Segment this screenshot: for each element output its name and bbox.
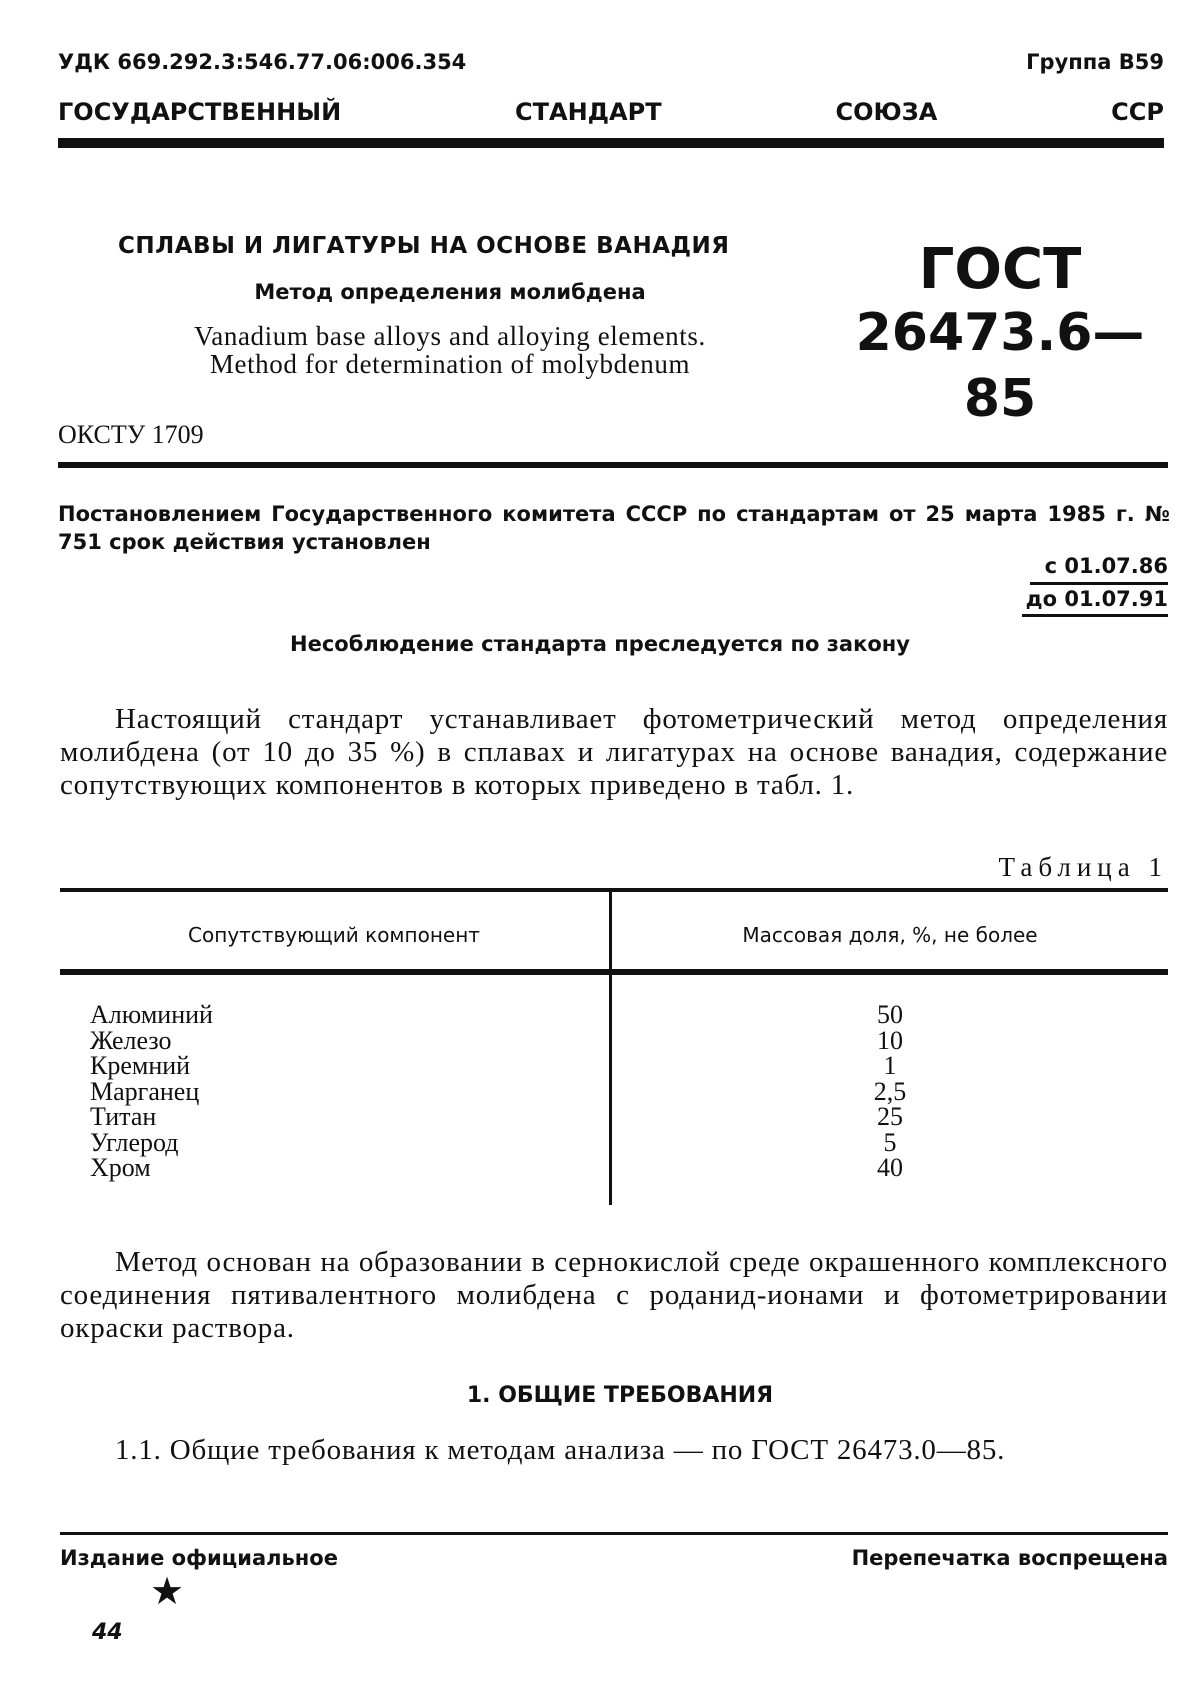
table-cell-component: Кремний xyxy=(90,1051,191,1080)
banner-word: СОЮЗА xyxy=(835,98,938,126)
table-cell-component: Углерод xyxy=(90,1127,179,1157)
table-header-rule xyxy=(60,969,1168,975)
udk-code: УДК 669.292.3:546.77.06:006.354 xyxy=(58,50,467,74)
component-column xyxy=(90,1002,570,1181)
banner-word: ГОСУДАРСТВЕННЫЙ xyxy=(58,98,342,126)
method-paragraph: Метод основан на образовании в сернокислой среде окрашенного комплексного соединения пятивалентного молибдена с роданид-ионами и фотометрировании окраски раствора. xyxy=(60,1246,1168,1344)
table-cell-value: 2,5 xyxy=(873,1076,907,1106)
official-edition-label: Издание официальное xyxy=(60,1546,338,1570)
group-code: Группа В59 xyxy=(1026,50,1164,74)
section-heading: 1. ОБЩИЕ ТРЕБОВАНИЯ xyxy=(466,1383,774,1408)
star-icon: ★ xyxy=(150,1571,185,1613)
okstu-code: ОКСТУ 1709 xyxy=(58,420,204,449)
banner-word: СТАНДАРТ xyxy=(515,98,662,126)
table-cell-value: 10 xyxy=(877,1025,903,1055)
english-title xyxy=(100,322,800,378)
english-title-line: Vanadium base alloys and alloying elements. xyxy=(194,321,706,351)
reprint-prohibited-label: Перепечатка воспрещена xyxy=(851,1546,1168,1570)
gost-label: ГОСТ xyxy=(918,237,1082,302)
english-title-line: Method for determination of molybdenum xyxy=(209,349,691,379)
decree-text: Постановлением Государственного комитета СССР по стандартам от 25 марта 1985 г. № 751 срок действия установлен xyxy=(58,502,1170,554)
table-cell-component: Марганец xyxy=(90,1076,200,1106)
document-title: СПЛАВЫ И ЛИГАТУРЫ НА ОСНОВЕ ВАНАДИЯ xyxy=(118,233,730,259)
table-cell-component: Титан xyxy=(90,1102,157,1131)
table-cell-value: 5 xyxy=(883,1127,897,1157)
term-underline xyxy=(1022,614,1168,617)
document-subtitle: Метод определения молибдена xyxy=(254,280,646,304)
banner-rule xyxy=(58,138,1164,148)
table-cell-component: Алюминий xyxy=(90,1000,213,1029)
banner-word: ССР xyxy=(1111,98,1164,126)
legal-warning: Несоблюдение стандарта преследуется по закону xyxy=(290,632,910,656)
value-column xyxy=(760,1002,1020,1181)
term-divider xyxy=(1030,582,1168,585)
term-from: с 01.07.86 xyxy=(1044,554,1168,578)
table-cell-value: 40 xyxy=(877,1153,903,1182)
footer-rule xyxy=(60,1532,1168,1535)
table-top-rule xyxy=(60,888,1168,892)
table-cell-value: 50 xyxy=(877,1000,903,1029)
table-cell-component: Железо xyxy=(90,1025,172,1055)
table-cell-value: 1 xyxy=(883,1051,897,1080)
standard-banner xyxy=(58,98,1164,126)
gost-designation xyxy=(820,237,1180,432)
table-cell-component: Хром xyxy=(90,1153,151,1182)
gost-number: 26473.6—85 xyxy=(855,303,1145,429)
page-number: 44 xyxy=(92,1620,123,1645)
section-rule xyxy=(58,462,1168,468)
table-caption: Таблица 1 xyxy=(998,852,1168,882)
table-cell-value: 25 xyxy=(877,1102,903,1131)
table-header-component: Сопутствующий компонент xyxy=(188,923,480,947)
clause-1-1: 1.1. Общие требования к методам анализа — по ГОСТ 26473.0—85. xyxy=(115,1434,1006,1466)
term-to: до 01.07.91 xyxy=(1025,587,1168,611)
table-header-value: Массовая доля, %, не более xyxy=(742,923,1038,947)
intro-paragraph: Настоящий стандарт устанавливает фотометрический метод определения молибдена (от 10 до 35 %) в сплавах и лигатурах на основе ванадия, содержание сопутствующих компонентов в которых приведено в табл. 1. xyxy=(60,703,1168,801)
